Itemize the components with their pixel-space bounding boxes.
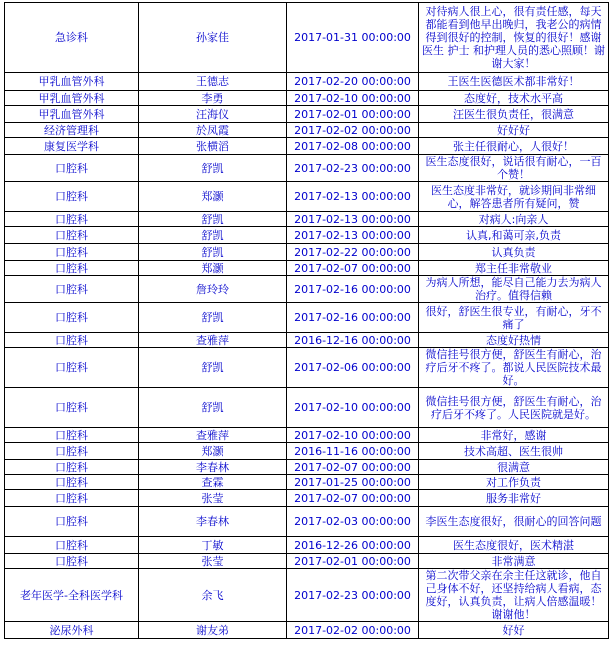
comment-cell: 医生态度非常好，就诊期间非常细心，解答患者所有疑问，赞 [419,182,609,212]
table-row [5,123,609,138]
comment-cell: 张主任很耐心，人很好！ [419,138,609,155]
comment-cell: 为病人所想，能尽自己能力去为病人治疗。值得信赖 [419,276,609,303]
comment-cell: 认真负责 [419,244,609,261]
comment-cell: 医生态度很好，医术精湛 [419,537,609,554]
time-cell: 2017-02-23 00:00:00 [287,155,419,182]
doctor-cell: 丁敏 [139,537,287,554]
comment-cell: 非常好，感谢 [419,428,609,443]
doctor-cell: 郑灏 [139,261,287,276]
comment-cell: 对工作负责 [419,475,609,490]
dept-cell: 口腔科 [5,276,139,303]
dept-cell: 口腔科 [5,155,139,182]
time-cell: 2017-02-01 00:00:00 [287,554,419,569]
comment-cell: 认真,和蔼可亲,负责 [419,227,609,244]
time-cell: 2017-02-13 00:00:00 [287,227,419,244]
comment-cell: 服务非常好 [419,490,609,507]
comment-cell: 微信挂号很方便，舒医生有耐心，治疗后牙不疼了。人民医院就是好。 [419,388,609,428]
dept-cell: 口腔科 [5,554,139,569]
time-cell: 2017-02-13 00:00:00 [287,182,419,212]
table-row [5,91,609,106]
doctor-cell: 查雅萍 [139,333,287,348]
time-cell: 2017-02-08 00:00:00 [287,138,419,155]
table-row [5,3,609,73]
table-row [5,569,609,622]
dept-cell: 老年医学-全科医学科 [5,569,139,622]
doctor-cell: 舒凯 [139,227,287,244]
comment-cell: 态度好热情 [419,333,609,348]
dept-cell: 口腔科 [5,388,139,428]
time-cell: 2017-02-07 00:00:00 [287,460,419,475]
doctor-cell: 舒凯 [139,303,287,333]
time-cell: 2017-01-25 00:00:00 [287,475,419,490]
dept-cell: 口腔科 [5,182,139,212]
dept-cell: 口腔科 [5,475,139,490]
dept-cell: 急诊科 [5,3,139,73]
reviews-table-body [5,3,609,639]
doctor-cell: 孙家佳 [139,3,287,73]
table-row [5,212,609,227]
table-row [5,507,609,537]
dept-cell: 口腔科 [5,348,139,388]
doctor-cell: 张横滔 [139,138,287,155]
doctor-cell: 舒凯 [139,244,287,261]
doctor-cell: 郑灏 [139,182,287,212]
table-row [5,333,609,348]
table-row [5,554,609,569]
doctor-cell: 张莹 [139,490,287,507]
table-row [5,106,609,123]
time-cell: 2016-12-16 00:00:00 [287,333,419,348]
comment-cell: 对待病人很上心，很有责任感，每天都能看到他早出晚归，我老公的病情得到很好的控制，恢复的很好！感谢医生 护士 和护理人员的悉心照顾！谢谢大家！ [419,3,609,73]
time-cell: 2017-02-20 00:00:00 [287,73,419,91]
dept-cell: 口腔科 [5,212,139,227]
reviews-table [4,2,609,639]
doctor-cell: 余飞 [139,569,287,622]
table-row [5,490,609,507]
table-row [5,244,609,261]
time-cell: 2017-02-22 00:00:00 [287,244,419,261]
doctor-cell: 詹玲玲 [139,276,287,303]
time-cell: 2017-02-13 00:00:00 [287,212,419,227]
comment-cell: 很满意 [419,460,609,475]
time-cell: 2016-11-16 00:00:00 [287,443,419,460]
time-cell: 2017-02-03 00:00:00 [287,507,419,537]
comment-cell: 医生态度很好，说话很有耐心，一百个赞！ [419,155,609,182]
table-row [5,622,609,639]
table-row [5,227,609,244]
time-cell: 2017-01-31 00:00:00 [287,3,419,73]
dept-cell: 口腔科 [5,227,139,244]
time-cell: 2017-02-10 00:00:00 [287,428,419,443]
dept-cell: 口腔科 [5,507,139,537]
doctor-cell: 舒凯 [139,388,287,428]
dept-cell: 口腔科 [5,443,139,460]
table-row [5,428,609,443]
doctor-cell: 舒凯 [139,155,287,182]
comment-cell: 很好，舒医生很专业，有耐心，牙不痛了 [419,303,609,333]
time-cell: 2017-02-16 00:00:00 [287,303,419,333]
time-cell: 2017-02-06 00:00:00 [287,348,419,388]
table-row [5,276,609,303]
comment-cell: 微信挂号很方便，舒医生有耐心，治疗后牙不疼了。都说人民医院技术最好。 [419,348,609,388]
comment-cell: 好好 [419,622,609,639]
dept-cell: 泌尿外科 [5,622,139,639]
table-row [5,155,609,182]
doctor-cell: 张莹 [139,554,287,569]
doctor-cell: 李春林 [139,460,287,475]
doctor-cell: 李春林 [139,507,287,537]
doctor-cell: 舒凯 [139,348,287,388]
dept-cell: 口腔科 [5,333,139,348]
comment-cell: 汪医生很负责任，很满意 [419,106,609,123]
dept-cell: 口腔科 [5,303,139,333]
dept-cell: 甲乳血管外科 [5,106,139,123]
table-row [5,261,609,276]
comment-cell: 李医生态度很好，很耐心的回答问题 [419,507,609,537]
comment-cell: 王医生医德医术都非常好！ [419,73,609,91]
time-cell: 2017-02-02 00:00:00 [287,123,419,138]
doctor-cell: 郑灏 [139,443,287,460]
time-cell: 2017-02-23 00:00:00 [287,569,419,622]
comment-cell: 态度好，技术水平高 [419,91,609,106]
table-row [5,475,609,490]
doctor-cell: 李勇 [139,91,287,106]
table-row [5,73,609,91]
doctor-cell: 王德志 [139,73,287,91]
doctor-cell: 查雅萍 [139,428,287,443]
time-cell: 2017-02-07 00:00:00 [287,490,419,507]
doctor-cell: 於凤霞 [139,123,287,138]
table-row [5,348,609,388]
comment-cell: 非常满意 [419,554,609,569]
table-row [5,443,609,460]
table-row [5,182,609,212]
dept-cell: 口腔科 [5,490,139,507]
dept-cell: 甲乳血管外科 [5,73,139,91]
dept-cell: 口腔科 [5,428,139,443]
table-row [5,460,609,475]
time-cell: 2017-02-07 00:00:00 [287,261,419,276]
comment-cell: 好好好 [419,123,609,138]
time-cell: 2017-02-10 00:00:00 [287,388,419,428]
comment-cell: 对病人:向亲人 [419,212,609,227]
table-row [5,303,609,333]
table-row [5,537,609,554]
time-cell: 2017-02-01 00:00:00 [287,106,419,123]
dept-cell: 口腔科 [5,537,139,554]
dept-cell: 口腔科 [5,261,139,276]
dept-cell: 经济管理科 [5,123,139,138]
doctor-cell: 谢友弟 [139,622,287,639]
time-cell: 2016-12-26 00:00:00 [287,537,419,554]
time-cell: 2017-02-10 00:00:00 [287,91,419,106]
dept-cell: 康复医学科 [5,138,139,155]
comment-cell: 郑主任非常敬业 [419,261,609,276]
comment-cell: 技术高超、医生很帅 [419,443,609,460]
doctor-cell: 查霖 [139,475,287,490]
doctor-cell: 汪海仪 [139,106,287,123]
table-row [5,138,609,155]
dept-cell: 口腔科 [5,460,139,475]
dept-cell: 甲乳血管外科 [5,91,139,106]
time-cell: 2017-02-16 00:00:00 [287,276,419,303]
dept-cell: 口腔科 [5,244,139,261]
comment-cell: 第二次带父亲在余主任这就诊，他自己身体不好，还坚持给病人看病，态度好，认真负责，让病人倍感温暖！谢谢他！ [419,569,609,622]
time-cell: 2017-02-02 00:00:00 [287,622,419,639]
table-row [5,388,609,428]
doctor-cell: 舒凯 [139,212,287,227]
